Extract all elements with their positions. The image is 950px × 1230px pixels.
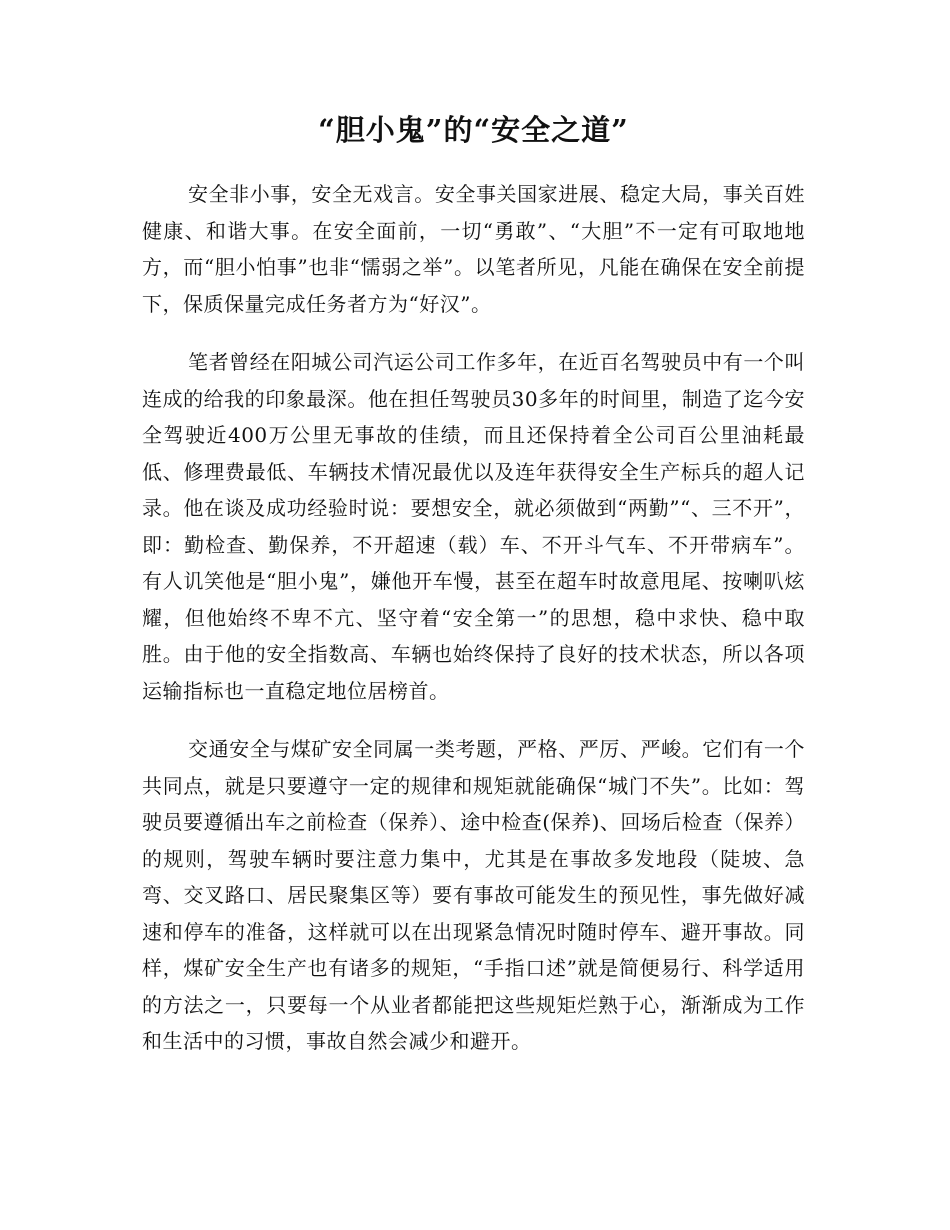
paragraph-driver-story: 笔者曾经在阳城公司汽运公司工作多年，在近百名驾驶员中有一个叫连成的给我的印象最深。他在担任驾驶员30多年的时间里，制造了迄今安全驾驶近400万公里无事故的佳绩，而且还保持着全公司百公里油耗最低、修理费最低、车辆技术情况最优以及连年获得安全生产标兵的超人记录。他在谈及成功经验时说：要想安全，就必须做到“两勤”“、三不开”，即：勤检查、勤保养，不开超速（载）车、不开斗气车、不开带病车”。有人讥笑他是“胆小鬼”，嫌他开车慢，甚至在超车时故意甩尾、按喇叭炫耀，但他始终不卑不亢、坚守着“安全第一”的思想，稳中求快、稳中取胜。由于他的安全指数高、车辆也始终保持了良好的技术状态，所以各项运输指标也一直稳定地位居榜首。	[142, 350, 805, 703]
paragraph-intro: 安全非小事，安全无戏言。安全事关国家进展、稳定大局，事关百姓健康、和谐大事。在安全面前，一切“勇敢”、“大胆”不一定有可取地地方，而“胆小怕事”也非“懦弱之举”。以笔者所见，凡能在确保在安全前提下，保质保量完成任务者方为“好汉”。	[142, 182, 805, 316]
paragraph-traffic-mine-safety: 交通安全与煤矿安全同属一类考题，严格、严厉、严峻。它们有一个共同点，就是只要遵守一定的规律和规矩就能确保“城门不失”。比如：驾驶员要遵循出车之前检查（保养）、途中检查(保养)、回场后检查（保养）的规则，驾驶车辆时要注意力集中，尤其是在事故多发地段（陡坡、急弯、交叉路口、居民聚集区等）要有事故可能发生的预见性，事先做好减速和停车的准备，这样就可以在出现紧急情况时随时停车、避开事故。同样，煤矿安全生产也有诸多的规矩，“手指口述”就是简便易行、科学适用的方法之一，只要每一个从业者都能把这些规矩烂熟于心，渐渐成为工作和生活中的习惯，事故自然会减少和避开。	[142, 737, 805, 1053]
document-title: “胆小鬼”的“安全之道”	[318, 113, 629, 147]
